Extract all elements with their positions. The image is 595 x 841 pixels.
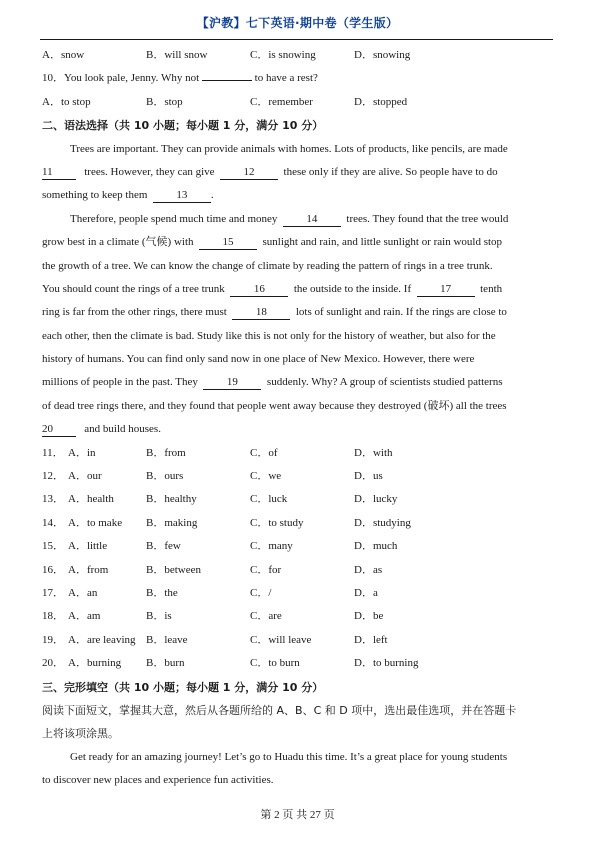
- option-b: B．leave: [146, 633, 188, 646]
- blank-15: 15: [199, 236, 257, 250]
- passage-line: [42, 161, 553, 184]
- passage-line: [42, 371, 553, 394]
- option-c: C．remember: [250, 95, 313, 108]
- option-d: D．much: [354, 540, 398, 553]
- blank-11: 11: [42, 166, 76, 180]
- option-a: 13． A．health: [42, 493, 114, 506]
- page-number: 第 2 页 共 27 页: [260, 809, 335, 821]
- question-row: [42, 605, 553, 628]
- option-a: 16． A．from: [42, 563, 109, 576]
- option-a: 19． A．are leaving: [42, 633, 136, 646]
- option-c: C．many: [250, 540, 293, 553]
- option-a: A．snow: [42, 49, 85, 61]
- option-b: B．between: [146, 563, 201, 576]
- option-c: C．for: [250, 563, 282, 576]
- option-c: C．luck: [250, 493, 288, 506]
- option-c: C．are: [250, 610, 282, 623]
- passage-text: ring is far from the other rings, there must: [42, 306, 227, 319]
- question-row: [42, 442, 553, 465]
- option-b: B．stop: [146, 95, 183, 108]
- passage-line: [42, 278, 553, 301]
- option-d: D．left: [354, 633, 388, 646]
- passage-text: millions of people in the past. They: [42, 376, 198, 389]
- option-d: D．a: [354, 586, 378, 599]
- passage-text: trees. They found that the tree would: [346, 212, 509, 225]
- section-2-heading: 二、语法选择（共 10 小题；每小题 1 分，满分 10 分）: [42, 119, 324, 133]
- question-row: [42, 465, 553, 488]
- passage-line: history of humans. You can find only sand now in one place of New Mexico. However, there were: [42, 353, 475, 366]
- passage-line: the growth of a tree. We can know the change of climate by reading the pattern of rings in a tree trunk.: [42, 259, 493, 272]
- option-c: C．we: [250, 470, 282, 483]
- passage-line: [42, 184, 553, 207]
- passage-line: [42, 301, 553, 324]
- passage-text: .: [210, 189, 214, 202]
- option-b: B．will snow: [146, 49, 208, 61]
- passage-text: trees. However, they can give: [84, 165, 215, 178]
- option-c: C．will leave: [250, 633, 312, 646]
- option-b: B．ours: [146, 470, 184, 483]
- option-d: D．be: [354, 610, 384, 623]
- section-3-instruction: 上将该项涂黑。: [42, 727, 119, 741]
- passage-text: Therefore, people spend much time and money: [70, 212, 278, 225]
- option-b: B．making: [146, 516, 198, 529]
- prev-question-options: [42, 44, 553, 67]
- option-c: C．to burn: [250, 657, 300, 670]
- section-3-instruction: 阅读下面短文，掌握其大意，然后从各题所给的 A、B、C 和 D 项中，选出最佳选项，并在答题卡: [42, 703, 517, 717]
- question-list: [42, 442, 553, 676]
- option-c: C．/: [250, 586, 272, 599]
- question-row: [42, 582, 553, 605]
- passage-line: each other, then the climate is bad. Study like this is not only for the history of weather, but also for the: [42, 329, 496, 342]
- question-10-stem: [42, 67, 553, 90]
- blank-12: 12: [220, 166, 278, 180]
- option-c: C．to study: [250, 516, 304, 529]
- option-a: 18． A．am: [42, 610, 101, 623]
- page-content: [42, 44, 553, 793]
- question-10-blank: [202, 67, 252, 81]
- blank-16: 16: [230, 283, 288, 297]
- option-d: D．as: [354, 563, 383, 576]
- question-10-stem-before: 10．You look pale, Jenny. Why not: [42, 72, 200, 85]
- passage-text: the outside to the inside. If: [293, 282, 412, 295]
- question-10-options: [42, 91, 553, 114]
- option-d: D．with: [354, 446, 393, 459]
- option-d: D．snowing: [354, 49, 411, 61]
- option-a: 11． A．in: [42, 446, 96, 459]
- question-10-stem-after: to have a rest?: [254, 72, 318, 85]
- question-row: [42, 488, 553, 511]
- passage-text: and build houses.: [84, 423, 161, 436]
- option-d: D．us: [354, 470, 383, 483]
- blank-18: 18: [232, 306, 290, 320]
- option-d: D．studying: [354, 516, 411, 529]
- blank-19: 19: [203, 376, 261, 390]
- header-divider: [40, 39, 553, 40]
- passage-line: Trees are important. They can provide animals with homes. Lots of products, like pencils, are made: [70, 142, 508, 155]
- option-a: 15． A．little: [42, 540, 108, 553]
- option-b: B．burn: [146, 657, 185, 670]
- option-b: B．the: [146, 586, 178, 599]
- passage-line: [42, 208, 553, 231]
- option-a: 12． A．our: [42, 470, 102, 483]
- option-d: D．lucky: [354, 493, 398, 506]
- page-header-title: 【沪教】七下英语·期中卷（学生版）: [196, 16, 399, 30]
- option-b: B．is: [146, 610, 172, 623]
- passage-line: Get ready for an amazing journey! Let’s go to Huadu this time. It’s a great place for young students: [70, 750, 508, 763]
- option-a: 20． A．burning: [42, 657, 122, 670]
- blank-14: 14: [283, 213, 341, 227]
- question-row: [42, 535, 553, 558]
- passage-line: of dead tree rings there, and they found that people went away because they destroyed (破坏) all the trees: [42, 399, 507, 412]
- passage-line: [42, 418, 553, 441]
- passage-text: lots of sunlight and rain. If the rings are close to: [295, 306, 507, 319]
- option-a: A．to stop: [42, 95, 91, 108]
- passage-text: something to keep them: [42, 189, 148, 202]
- option-b: B．from: [146, 446, 186, 459]
- question-row: [42, 652, 553, 675]
- option-a: 17． A．an: [42, 586, 98, 599]
- blank-17: 17: [417, 283, 475, 297]
- question-row: [42, 559, 553, 582]
- blank-13: 13: [153, 189, 211, 203]
- section-3-heading: 三、完形填空（共 10 小题；每小题 1 分，满分 10 分）: [42, 680, 324, 694]
- option-b: B．healthy: [146, 493, 197, 506]
- option-d: D．stopped: [354, 95, 408, 108]
- option-a: 14． A．to make: [42, 516, 123, 529]
- option-c: C．of: [250, 446, 278, 459]
- passage-text: You should count the rings of a tree trunk: [42, 282, 225, 295]
- passage-line: [42, 231, 553, 254]
- option-b: B．few: [146, 540, 181, 553]
- passage-text: grow best in a climate (气候) with: [42, 236, 194, 249]
- passage-text: suddenly. Why? A group of scientists studied patterns: [266, 376, 503, 389]
- question-row: [42, 512, 553, 535]
- question-row: [42, 629, 553, 652]
- passage-text: tenth: [480, 282, 503, 295]
- passage-text: these only if they are alive. So people have to do: [283, 165, 498, 178]
- blank-20: 20: [42, 423, 76, 437]
- option-d: D．to burning: [354, 657, 419, 670]
- passage-line: to discover new places and experience fun activities.: [42, 774, 274, 787]
- passage-text: sunlight and rain, and little sunlight or rain would stop: [262, 236, 503, 249]
- option-c: C．is snowing: [250, 49, 316, 61]
